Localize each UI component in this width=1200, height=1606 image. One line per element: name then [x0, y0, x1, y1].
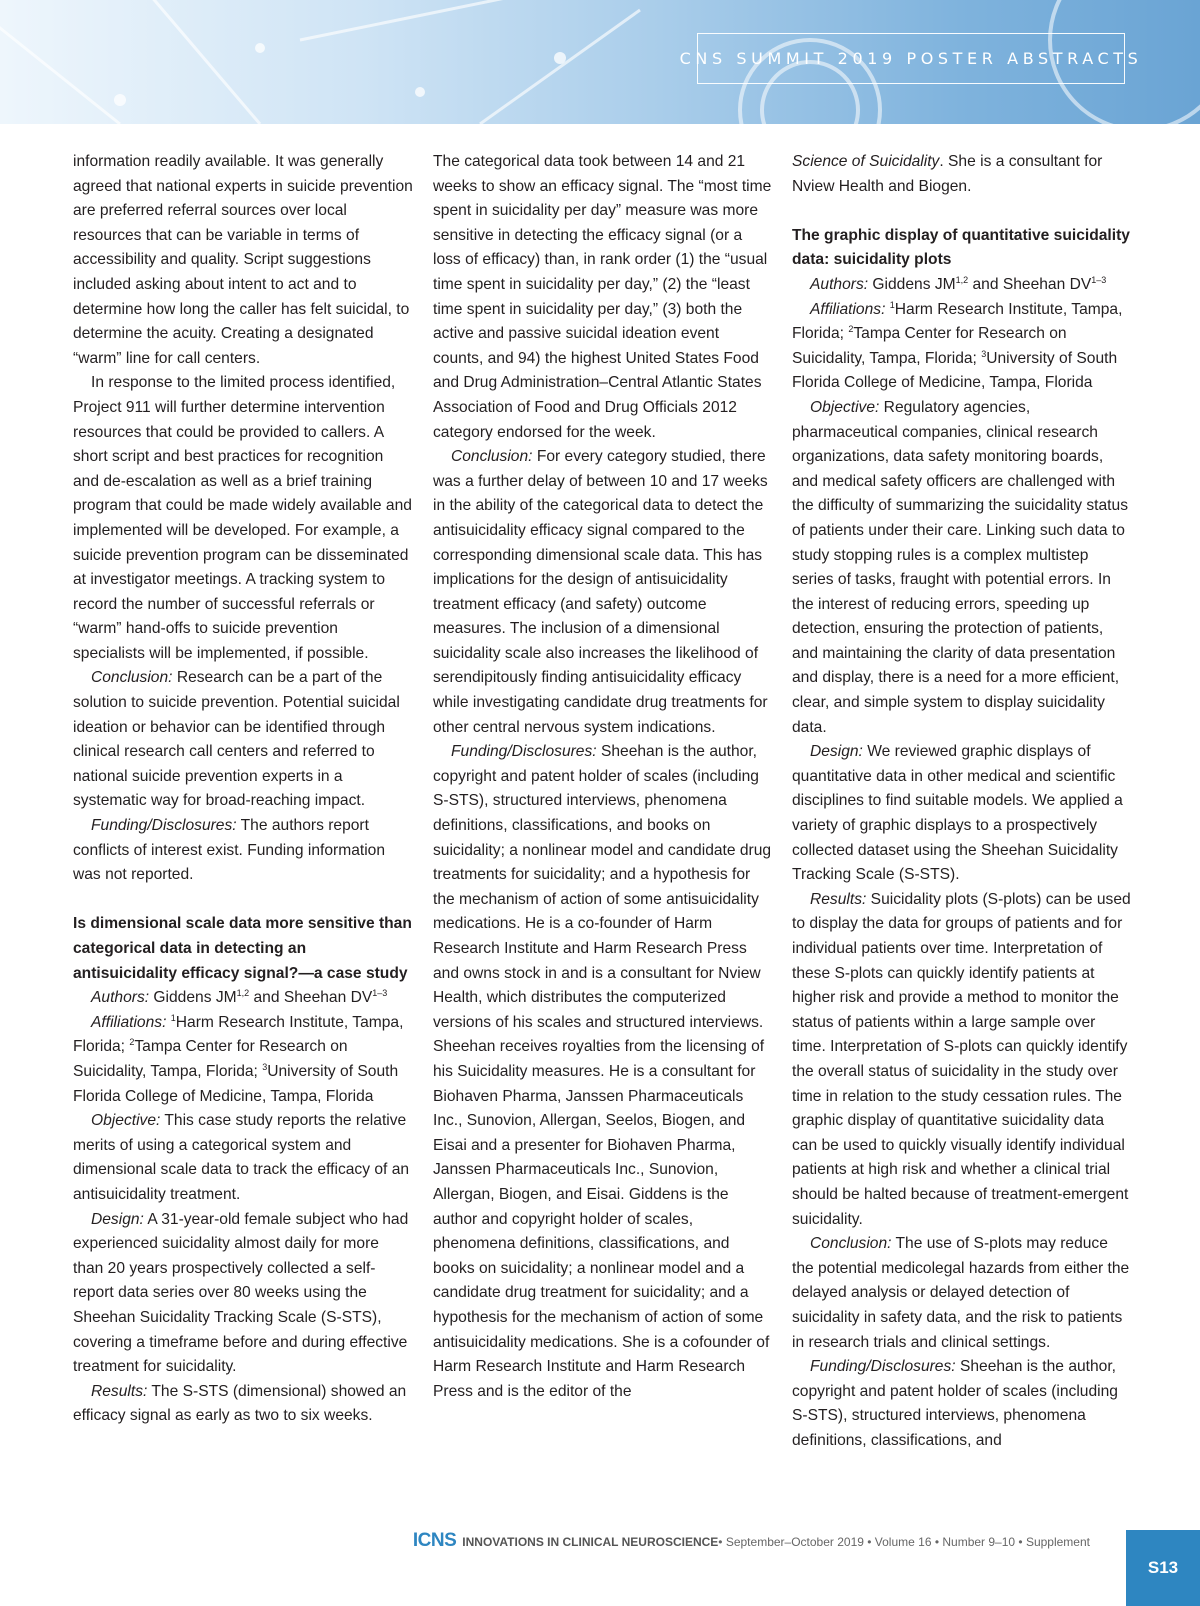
- column-1: [73, 150, 413, 1429]
- author-name: Giddens JM: [149, 989, 237, 1007]
- conclusion-text: For every category studied, there was a further delay of between 10 and 17 weeks in the ability of the categorical data to detect the antisuicidality efficacy signal compared to the corresponding dimensional scale data. This has implications for the design of antisuicidality treatment efficacy (and safety) outcome measures. The inclusion of a dimensional suicidality scale also increases the likelihood of serendipitously finding antisuicidality efficacy while investigating candidate drug treatments for other central nervous system indications.: [433, 448, 768, 736]
- page-footer: [412, 1530, 1100, 1554]
- conclusion-label: Conclusion:: [810, 1235, 892, 1253]
- funding-text: Sheehan is the author, copyright and patent holder of scales (including S-STS), structured interviews, phenomena definitions, classifications, and: [792, 1358, 1118, 1449]
- funding-text: Sheehan is the author, copyright and patent holder of scales (including S-STS), structured interviews, phenomena definitions, classifications, and books on suicidality; a nonlinear model and candidate drug treatments for suicidality; and a hypothesis for the mechanism of action of some antisuicidality medications. He is a co-founder of Harm Research Institute and Harm Research Press and owns stock in and is a consultant for Nview Health, which distributes the computerized versions of his scales and structured interviews. Sheehan receives royalties from the licensing of his Suicidality measures. He is a consultant for Biohaven Pharma, Janssen Pharmaceuticals Inc., Sunovion, Allergan, Seelos, Biogen, and Eisai and a presenter for Biohaven Pharma, Janssen Pharmaceuticals Inc., Sunovion, Allergan, Biogen, and Eisai. Giddens is the author and copyright holder of scales, phenomena definitions, classifications, and books on suicidality; a nonlinear model and a candidate drug treatment for suicidality; and a hypothesis for the mechanism of action of some antisuicidality medications. She is a cofounder of Harm Research Institute and Harm Research Press and is the editor of the: [433, 743, 772, 1400]
- conclusion-text: The use of S-plots may reduce the potential medicolegal hazards from either the delayed analysis or delayed detection of suicidality in safety data, and the risk to patients in research trials and clinical settings.: [792, 1235, 1130, 1351]
- design-paragraph: [73, 1208, 413, 1380]
- objective-label: Objective:: [810, 398, 880, 416]
- column-3: [792, 150, 1132, 1453]
- results-paragraph: [73, 1380, 413, 1429]
- journal-name: INNOVATIONS IN CLINICAL NEUROSCIENCE: [462, 1535, 719, 1549]
- affiliation-marker: 1: [170, 1012, 176, 1023]
- authors: [73, 986, 413, 1011]
- author-affiliation-marker: 1–3: [1091, 274, 1107, 285]
- funding-text: The authors report conflicts of interest exist. Funding information was not reported.: [73, 817, 386, 884]
- design-paragraph: [792, 740, 1132, 888]
- paragraph: The categorical data took between 14 and 21 weeks to show an efficacy signal. The “most time spent in suicidality per day” measure was more sensitive in detecting the efficacy signal (or a loss of efficacy) than, in rank order (1) the “usual time spent in suicidality per day,” (2) the “least time spent in suicidality per day,” (3) both the active and passive suicidal ideation event counts, and 94) the highest United States Food and Drug Administration–Central Atlantic States Association of Food and Drug Officials 2012 category endorsed for the week.: [433, 153, 772, 441]
- objective-paragraph: [792, 396, 1132, 740]
- funding-label: Funding/Disclosures:: [91, 817, 237, 835]
- design-label: Design:: [810, 743, 863, 761]
- journal-title: Science of Suicidality: [792, 153, 940, 170]
- author-name: and Sheehan DV: [249, 989, 373, 1007]
- affiliation-marker: 3: [262, 1061, 268, 1072]
- results-label: Results:: [91, 1382, 148, 1400]
- paragraph: In response to the limited process identified, Project 911 will further determine intervention resources that could be provided to callers. A short script and best practices for recognition and de-escalation as well as a brief training program that could be made widely available and implemented will be developed. For example, a suicide prevention program can be disseminated at investigator meetings. A tracking system to record the number of successful referrals or “warm” hand-offs to suicide prevention specialists will be implemented, if possible.: [73, 374, 412, 662]
- author-name: Giddens JM: [868, 275, 956, 293]
- design-label: Design:: [91, 1210, 144, 1228]
- affiliations: [792, 298, 1132, 396]
- affiliation: Harm Research Institute, Tampa, Florida;: [73, 1013, 404, 1056]
- design-text: We reviewed graphic displays of quantitative data in other medical and scientific disciplines to find suitable models. We applied a variety of graphic displays to a prospectively collected dataset using the Sheehan Suicidality Tracking Scale (S-STS).: [792, 743, 1123, 884]
- affiliation: Tampa Center for Research on Suicidality, Tampa, Florida;: [792, 325, 1067, 367]
- affiliation-marker: 1: [889, 299, 895, 310]
- section-gap: [792, 199, 1132, 224]
- author-affiliation-marker: 1,2: [236, 988, 250, 999]
- objective-paragraph: [73, 1109, 413, 1207]
- design-text: A 31-year-old female subject who had experienced suicidality almost daily for more than 20 years prospectively collected a self-report data series over 80 weeks using the Sheehan Suicidality Tracking Scale (S-STS), covering a timeframe before and during effective treatment for suicidality.: [73, 1210, 409, 1376]
- results-text: The S-STS (dimensional) showed an efficacy signal as early as two to six weeks.: [73, 1382, 407, 1425]
- section-title: CNS SUMMIT 2019 POSTER ABSTRACTS: [697, 33, 1125, 84]
- conclusion-label: Conclusion:: [91, 669, 173, 687]
- funding-label: Funding/Disclosures:: [810, 1358, 956, 1376]
- affiliation: Tampa Center for Research on Suicidality, Tampa, Florida;: [73, 1038, 348, 1080]
- abstract-heading: Is dimensional scale data more sensitive than categorical data in detecting an antisuicidality efficacy signal?—a case study: [73, 915, 412, 982]
- affiliation-marker: 3: [981, 348, 987, 359]
- issue-info: • September–October 2019 • Volume 16 • Number 9–10 • Supplement: [718, 1535, 1090, 1549]
- author-affiliation-marker: 1,2: [955, 274, 969, 285]
- column-2: [433, 150, 773, 1404]
- header-banner: [0, 0, 1200, 124]
- page-number: S13: [1126, 1530, 1200, 1606]
- authors-label: Authors:: [91, 989, 150, 1007]
- authors: [792, 273, 1132, 298]
- authors-label: Authors:: [810, 275, 869, 293]
- results-label: Results:: [810, 890, 867, 908]
- affiliations-label: Affiliations:: [91, 1013, 167, 1031]
- objective-label: Objective:: [91, 1112, 161, 1130]
- conclusion-label: Conclusion:: [451, 448, 533, 466]
- conclusion-paragraph: [433, 445, 773, 740]
- conclusion-paragraph: [73, 666, 413, 814]
- affiliation-marker: 2: [848, 324, 854, 335]
- conclusion-text: Research can be a part of the solution to suicide prevention. Potential suicidal ideation or behavior can be identified through clinical research call centers and referred to national suicide prevention experts in a systematic way for broad-reaching impact.: [73, 669, 400, 810]
- results-text: Suicidality plots (S-plots) can be used to display the data for groups of patients and for individual patients over time. Interpretation of these S-plots can quickly identify patients at higher risk and provide a method to monitor the status of patients within a large sample over time. Interpretation of S-plots can quickly identify the overall status of suicidality in the study over time in relation to the study cessation rules. The graphic display of quantitative suicidality data can be used to quickly visually identify individual patients at high risk and whether a clinical trial should be halted because of treatment-emergent suicidality.: [792, 890, 1131, 1228]
- icns-logo: ICNS: [412, 1530, 457, 1551]
- objective-text: Regulatory agencies, pharmaceutical companies, clinical research organizations, data safety monitoring boards, and medical safety officers are challenged with the difficulty of summarizing the suicidality status of patients under their care. Linking such data to study stopping rules is a complex multistep series of tasks, fraught with potential errors. In the interest of reducing errors, speeding up detection, ensuring the protection of patients, and maintaining the clarity of data presentation and display, there is a need for a more efficient, clear, and simple system to display suicidality data.: [792, 398, 1128, 736]
- funding-paragraph: [792, 1355, 1132, 1453]
- funding-label: Funding/Disclosures:: [451, 743, 597, 761]
- affiliation: University of South Florida College of Medicine, Tampa, Florida: [792, 349, 1118, 392]
- affiliation: Harm Research Institute, Tampa, Florida;: [792, 300, 1123, 343]
- affiliation: University of South Florida College of Medicine, Tampa, Florida: [73, 1062, 399, 1105]
- author-name: and Sheehan DV: [968, 275, 1092, 293]
- paragraph: [792, 150, 1132, 199]
- objective-text: This case study reports the relative merits of using a categorical system and dimensional scale data to track the efficacy of an antisuicidality treatment.: [73, 1112, 410, 1203]
- affiliation-marker: 2: [129, 1037, 135, 1048]
- author-affiliation-marker: 1–3: [372, 988, 388, 999]
- paragraph: information readily available. It was generally agreed that national experts in suicide prevention are preferred referral sources over local resources that can be variable in terms of accessibility and quality. Script suggestions included asking about intent to act and to determine how long the caller has felt suicidal, to determine the acuity. Creating a designated “warm” line for call centers.: [73, 153, 413, 367]
- conclusion-paragraph: [792, 1232, 1132, 1355]
- affiliations: [73, 1011, 413, 1109]
- funding-paragraph: [433, 740, 773, 1404]
- paragraph-text: . She is a consultant for Nview Health and Biogen.: [792, 153, 1103, 195]
- abstract-heading: The graphic display of quantitative suicidality data: suicidality plots: [792, 226, 1130, 269]
- affiliations-label: Affiliations:: [810, 300, 886, 318]
- results-paragraph: [792, 888, 1132, 1232]
- funding-paragraph: [73, 814, 413, 888]
- section-gap: [73, 888, 413, 913]
